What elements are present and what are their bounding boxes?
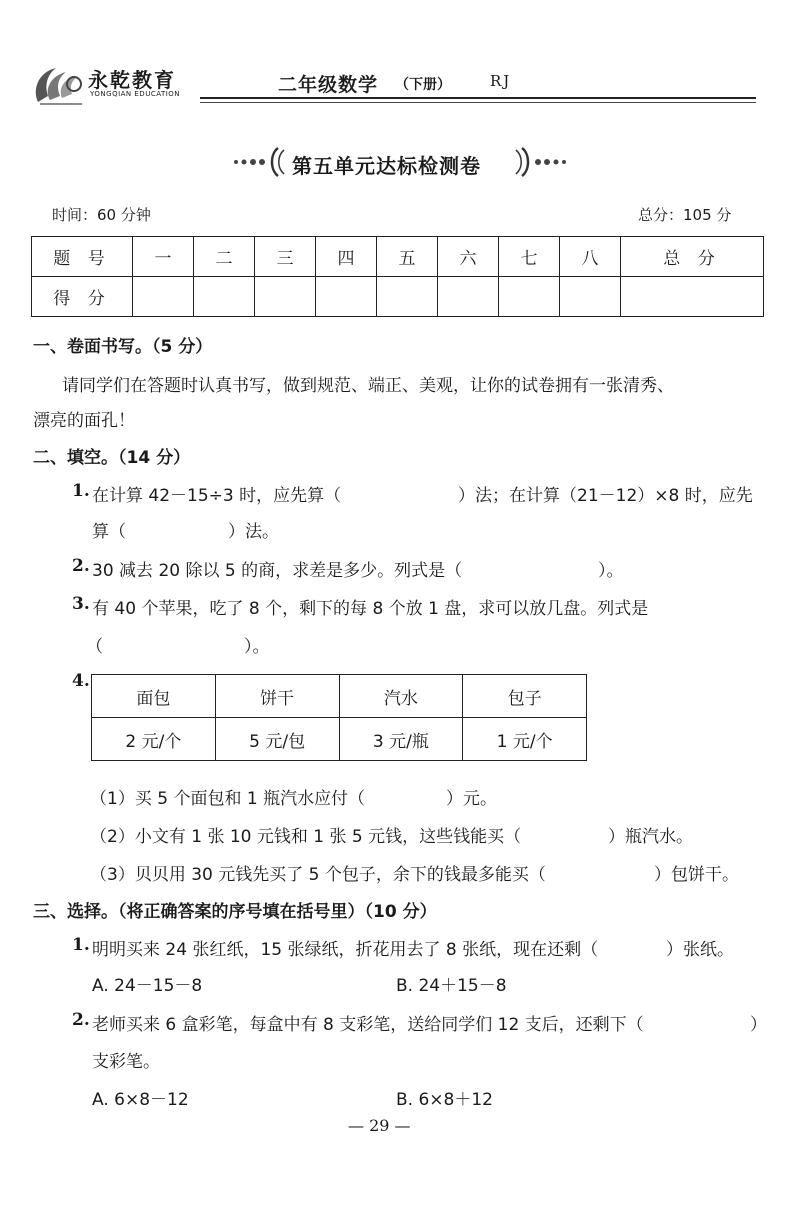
question-text: ）张纸。 <box>666 940 734 960</box>
score-header-cell: 二 <box>194 237 255 277</box>
score-cell[interactable] <box>255 277 316 317</box>
price-item-value: 5 元/包 <box>215 718 339 761</box>
question-number: 2. <box>72 556 90 576</box>
section-3-title: 三、选择。（将正确答案的序号填在括号里）（10 分） <box>33 902 437 922</box>
option-a: A. 24－15－8 <box>92 976 203 996</box>
sub-question-text: ）元。 <box>446 789 497 809</box>
score-cell[interactable] <box>133 277 194 317</box>
option-a: A. 6×8－12 <box>92 1090 189 1110</box>
question-number: 1. <box>72 935 90 955</box>
brand-name-english: YONGQIAN EDUCATION <box>90 90 181 98</box>
question-text: 有 40 个苹果，吃了 8 个，剩下的每 8 个放 1 盘，求可以放几盘。列式是 <box>92 599 649 619</box>
price-item-name: 汽水 <box>339 675 463 718</box>
question-text: 支彩笔。 <box>92 1052 160 1072</box>
score-header-cell: 题 号 <box>32 237 133 277</box>
question-text: 在计算 42－15÷3 时，应先算（ <box>92 486 342 506</box>
question-text: ）。 <box>598 561 624 581</box>
section-1-text: 漂亮的面孔！ <box>33 411 135 431</box>
section-2-title: 二、填空。（14 分） <box>33 448 191 468</box>
score-table-header-row <box>32 237 764 277</box>
score-header-cell: 一 <box>133 237 194 277</box>
score-cell[interactable] <box>560 277 621 317</box>
price-table <box>91 674 587 761</box>
question-number: 1. <box>72 481 90 501</box>
score-cell[interactable] <box>499 277 560 317</box>
price-item-name: 面包 <box>92 675 216 718</box>
price-item-value: 3 元/瓶 <box>339 718 463 761</box>
brand-logo-icon <box>30 62 90 108</box>
question-text: 算（ <box>92 522 126 542</box>
question-text: 老师买来 6 盒彩笔，每盒中有 8 支彩笔，送给同学们 12 支后，还剩下（ <box>92 1015 644 1035</box>
question-text: ） <box>750 1015 767 1035</box>
exam-title: 第五单元达标检测卷 <box>292 154 481 178</box>
section-1-title: 一、卷面书写。（5 分） <box>33 337 213 357</box>
option-b: B. 24＋15－8 <box>396 976 507 996</box>
exam-total-score: 总分：105 分 <box>638 206 732 224</box>
option-b: B. 6×8＋12 <box>396 1090 493 1110</box>
question-number: 2. <box>72 1010 90 1030</box>
score-table <box>31 236 764 317</box>
question-number: 4. <box>72 671 90 691</box>
sub-question-text: ）瓶汽水。 <box>608 827 693 847</box>
question-text: ）法；在计算（21－12）×8 时，应先 <box>458 486 753 506</box>
page-number: — 29 — <box>348 1116 411 1135</box>
score-header-cell: 七 <box>499 237 560 277</box>
price-item-name: 饼干 <box>215 675 339 718</box>
question-number: 3. <box>72 594 90 614</box>
question-text: （ <box>86 637 103 657</box>
sub-question-text: （1）买 5 个面包和 1 瓶汽水应付（ <box>90 789 366 809</box>
question-text: ）法。 <box>228 522 279 542</box>
edition-code: RJ <box>490 72 512 90</box>
price-item-value: 1 元/个 <box>463 718 587 761</box>
question-text: 30 减去 20 除以 5 的商，求差是多少。列式是（ <box>92 561 463 581</box>
sub-question-text: （3）贝贝用 30 元钱先买了 5 个包子，余下的钱最多能买（ <box>90 865 546 885</box>
score-header-cell: 四 <box>316 237 377 277</box>
score-header-cell: 总 分 <box>621 237 764 277</box>
score-cell[interactable] <box>194 277 255 317</box>
score-header-cell: 五 <box>377 237 438 277</box>
question-text: 明明买来 24 张红纸，15 张绿纸，折花用去了 8 张纸，现在还剩（ <box>92 940 599 960</box>
price-item-value: 2 元/个 <box>92 718 216 761</box>
price-item-name: 包子 <box>463 675 587 718</box>
score-cell[interactable] <box>377 277 438 317</box>
section-1-text: 请同学们在答题时认真书写，做到规范、端正、美观，让你的试卷拥有一张清秀、 <box>62 376 674 396</box>
header-rule <box>200 97 756 99</box>
sub-question-text: （2）小文有 1 张 10 元钱和 1 张 5 元钱，这些钱能买（ <box>90 827 522 847</box>
sub-question-text: ）包饼干。 <box>654 865 739 885</box>
score-header-cell: 三 <box>255 237 316 277</box>
book-volume: （下册） <box>395 77 451 93</box>
score-row-label: 得 分 <box>32 277 133 317</box>
question-text: ）。 <box>244 637 270 657</box>
score-cell[interactable] <box>438 277 499 317</box>
score-header-cell: 八 <box>560 237 621 277</box>
score-header-cell: 六 <box>438 237 499 277</box>
score-cell-total[interactable] <box>621 277 764 317</box>
brand-name: 永乾教育 <box>88 68 176 92</box>
price-table-header-row <box>92 675 587 718</box>
book-title: 二年级数学 <box>278 74 379 96</box>
score-table-score-row <box>32 277 764 317</box>
header-rule-thin <box>200 102 756 103</box>
exam-time: 时间：60 分钟 <box>52 206 151 224</box>
price-table-value-row <box>92 718 587 761</box>
score-cell[interactable] <box>316 277 377 317</box>
